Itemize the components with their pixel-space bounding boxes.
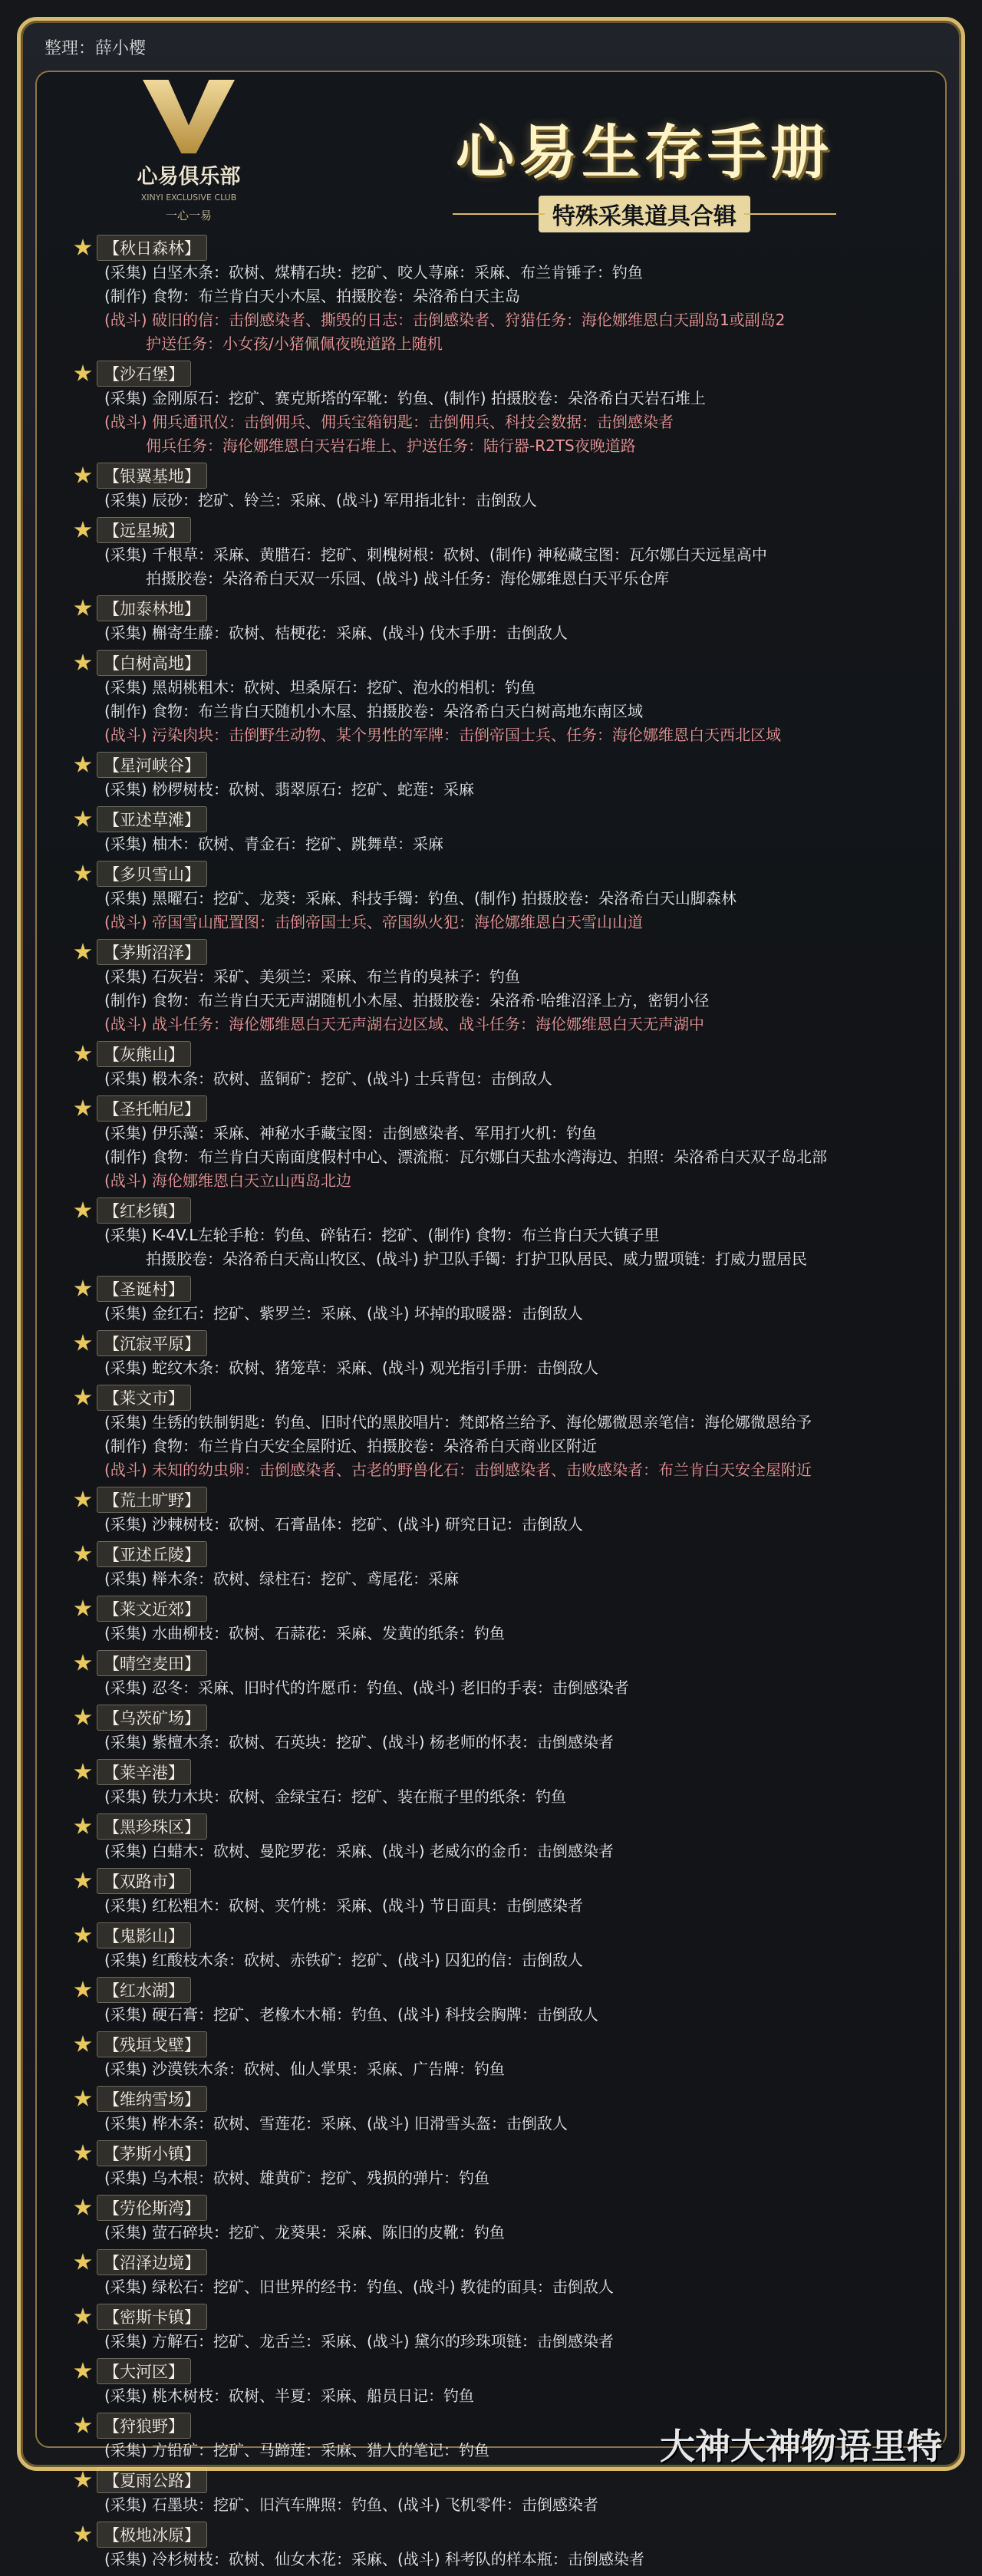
item-line: (采集) 沙漠铁木条：砍树、仙人掌果：采麻、广告牌：钓鱼 xyxy=(104,2060,505,2078)
item-line: (采集) 石墨块：挖矿、旧汽车牌照：钓鱼、(战斗) 飞机零件：击倒感染者 xyxy=(104,2495,598,2514)
item-line: (采集) 桦木条：砍树、雪莲花：采麻、(战斗) 旧滑雪头盔：击倒敌人 xyxy=(104,2114,568,2133)
location-header xyxy=(74,1705,933,1731)
star-icon xyxy=(74,1981,92,1999)
location-entry xyxy=(74,1813,933,1863)
location-name: 【夏雨公路】 xyxy=(97,2467,207,2493)
star-icon xyxy=(74,1817,92,1836)
page-title: 心易生存手册 xyxy=(456,118,833,186)
location-entry xyxy=(74,752,933,802)
star-icon xyxy=(74,1654,92,1672)
location-name: 【圣诞村】 xyxy=(97,1276,191,1302)
location-name: 【圣托帕尼】 xyxy=(97,1095,207,1122)
location-header xyxy=(74,235,933,261)
star-icon xyxy=(74,1280,92,1298)
item-line: (制作) 食物：布兰肯白天南面度假村中心、漂流瓶：瓦尔娜白天盐水湾海边、拍照：朵洛希白天双子岛北部 xyxy=(104,1148,827,1166)
item-line: (采集) 紫檀木条：砍树、石英块：挖矿、(战斗) 杨老师的怀表：击倒感染者 xyxy=(104,1733,614,1751)
location-header xyxy=(74,2140,933,2166)
location-header xyxy=(74,1596,933,1622)
star-icon xyxy=(74,2416,92,2435)
item-line: (采集) 榉木条：砍树、绿柱石：挖矿、鸢尾花：采麻 xyxy=(104,1570,459,1588)
location-name: 【大河区】 xyxy=(97,2358,191,2384)
location-entry xyxy=(74,1759,933,1809)
location-name: 【茅斯小镇】 xyxy=(97,2140,207,2166)
location-entry xyxy=(74,1977,933,2027)
item-line: (制作) 食物：布兰肯白天小木屋、拍摄胶卷：朵洛希白天主岛 xyxy=(104,287,520,305)
location-name: 【莱辛港】 xyxy=(97,1759,191,1785)
star-icon xyxy=(74,2090,92,2108)
location-name: 【残垣戈壁】 xyxy=(97,2031,207,2057)
item-line: (采集) 沙棘树枝：砍树、石膏晶体：挖矿、(战斗) 研究日记：击倒敌人 xyxy=(104,1515,583,1533)
item-line: (采集) 红酸枝木条：砍树、赤铁矿：挖矿、(战斗) 囚犯的信：击倒敌人 xyxy=(104,1951,583,1969)
location-name: 【乌茨矿场】 xyxy=(97,1705,207,1731)
location-header xyxy=(74,1197,933,1224)
item-line: (采集) 冷杉树枝：砍树、仙女木花：采麻、(战斗) 科考队的样本瓶：击倒感染者 xyxy=(104,2550,644,2568)
location-header xyxy=(74,752,933,778)
location-name: 【维纳雪场】 xyxy=(97,2086,207,2112)
location-header xyxy=(74,939,933,965)
location-header xyxy=(74,1868,933,1894)
item-line: (采集) K-4V.L左轮手枪：钓鱼、碎钻石：挖矿、(制作) 食物：布兰肯白天大镇子里 xyxy=(104,1226,660,1244)
location-name: 【莱文市】 xyxy=(97,1385,191,1411)
item-line: (采集) 黑胡桃粗木：砍树、坦桑原石：挖矿、泡水的相机：钓鱼 xyxy=(104,678,535,697)
location-name: 【莱文近郊】 xyxy=(97,1596,207,1622)
location-header xyxy=(74,2522,933,2548)
location-name: 【灰熊山】 xyxy=(97,1041,191,1067)
location-entry xyxy=(74,2031,933,2081)
location-header xyxy=(74,2467,933,2493)
star-icon xyxy=(74,2199,92,2217)
star-icon xyxy=(74,1201,92,1220)
star-icon xyxy=(74,364,92,383)
location-entry xyxy=(74,1041,933,1091)
item-line: (采集) 金刚原石：挖矿、赛克斯塔的军靴：钓鱼、(制作) 拍摄胶卷：朵洛希白天岩石堆上 xyxy=(104,389,706,407)
star-icon xyxy=(74,1045,92,1063)
location-header xyxy=(74,1541,933,1567)
star-icon xyxy=(74,1388,92,1407)
item-line: 拍摄胶卷：朵洛希白天高山牧区、(战斗) 护卫队手镯：打护卫队居民、威力盟项链：打威力盟居民 xyxy=(146,1250,807,1268)
location-name: 【红水湖】 xyxy=(97,1977,191,2003)
location-header xyxy=(74,2031,933,2057)
location-header xyxy=(74,1922,933,1948)
location-name: 【亚述草滩】 xyxy=(97,806,207,832)
item-line: (采集) 金红石：挖矿、紫罗兰：采麻、(战斗) 坏掉的取暖器：击倒敌人 xyxy=(104,1304,583,1323)
location-entry xyxy=(74,650,933,747)
combat-item-line: 佣兵任务：海伦娜维恩白天岩石堆上、护送任务：陆行器-R2TS夜晚道路 xyxy=(146,436,636,455)
location-header xyxy=(74,2249,933,2275)
star-icon xyxy=(74,1599,92,1618)
star-icon xyxy=(74,2362,92,2380)
location-name: 【劳伦斯湾】 xyxy=(97,2195,207,2221)
location-header xyxy=(74,361,933,387)
location-name: 【密斯卡镇】 xyxy=(97,2304,207,2330)
location-header xyxy=(74,861,933,887)
location-entry xyxy=(74,2304,933,2354)
location-entry xyxy=(74,2249,933,2299)
location-list xyxy=(74,235,933,2576)
item-line: (采集) 萤石碎块：挖矿、龙葵果：采麻、陈旧的皮靴：钓鱼 xyxy=(104,2223,505,2242)
location-name: 【多贝雪山】 xyxy=(97,861,207,887)
combat-item-line: 护送任务：小女孩/小猪佩佩夜晚道路上随机 xyxy=(146,334,443,353)
location-name: 【鬼影山】 xyxy=(97,1922,191,1948)
v-logo-icon xyxy=(143,80,235,153)
item-line: (采集) 红松粗木：砍树、夹竹桃：采麻、(战斗) 节日面具：击倒感染者 xyxy=(104,1896,583,1915)
location-entry xyxy=(74,361,933,458)
star-icon xyxy=(74,654,92,672)
location-name: 【红杉镇】 xyxy=(97,1197,191,1224)
item-line: (采集) 方铅矿：挖矿、马蹄莲：采麻、猎人的笔记：钓鱼 xyxy=(104,2441,489,2459)
location-entry xyxy=(74,1276,933,1326)
item-line: (采集) 椴木条：砍树、蓝铜矿：挖矿、(战斗) 士兵背包：击倒敌人 xyxy=(104,1069,552,1088)
location-name: 【白树高地】 xyxy=(97,650,207,676)
star-icon xyxy=(74,239,92,257)
location-name: 【秋日森林】 xyxy=(97,235,207,261)
location-entry xyxy=(74,235,933,356)
club-logo xyxy=(129,80,249,223)
location-entry xyxy=(74,1705,933,1754)
star-icon xyxy=(74,1099,92,1118)
item-line: (制作) 食物：布兰肯白天随机小木屋、拍摄胶卷：朵洛希白天白树高地东南区域 xyxy=(104,702,643,720)
item-line: (采集) 绿松石：挖矿、旧世界的经书：钓鱼、(战斗) 教徒的面具：击倒敌人 xyxy=(104,2278,614,2296)
combat-item-line: (战斗) 帝国雪山配置图：击倒帝国士兵、帝国纵火犯：海伦娜维恩白天雪山山道 xyxy=(104,913,643,931)
combat-item-line: (战斗) 佣兵通讯仪：击倒佣兵、佣兵宝箱钥匙：击倒佣兵、科技会数据：击倒感染者 xyxy=(104,413,674,431)
location-name: 【银翼基地】 xyxy=(97,463,207,489)
item-line: (采集) 辰砂：挖矿、铃兰：采麻、(战斗) 军用指北针：击倒敌人 xyxy=(104,491,537,509)
item-line: (采集) 白蜡木：砍树、曼陀罗花：采麻、(战斗) 老威尔的金币：击倒感染者 xyxy=(104,1842,614,1860)
item-line: (采集) 桫椤树枝：砍树、翡翠原石：挖矿、蛇莲：采麻 xyxy=(104,780,474,799)
item-line: (采集) 桃木树枝：砍树、半夏：采麻、船员日记：钓鱼 xyxy=(104,2387,474,2405)
item-line: (制作) 食物：布兰肯白天无声湖随机小木屋、拍摄胶卷：朵洛希·哈维沼泽上方，密钥小径 xyxy=(104,991,710,1010)
location-name: 【双路市】 xyxy=(97,1868,191,1894)
logo-name: 心易俱乐部 xyxy=(137,165,241,189)
location-header xyxy=(74,2195,933,2221)
location-header xyxy=(74,1276,933,1302)
location-name: 【晴空麦田】 xyxy=(97,1650,207,1676)
location-header xyxy=(74,1650,933,1676)
star-icon xyxy=(74,599,92,618)
location-name: 【星河峡谷】 xyxy=(97,752,207,778)
item-line: (采集) 石灰岩：采矿、美须兰：采麻、布兰肯的臭袜子：钓鱼 xyxy=(104,967,520,986)
item-line: (采集) 槲寄生藤：砍树、桔梗花：采麻、(战斗) 伐木手册：击倒敌人 xyxy=(104,624,568,642)
location-name: 【亚述丘陵】 xyxy=(97,1541,207,1567)
item-line: (采集) 伊乐藻：采麻、神秘水手藏宝图：击倒感染者、军用打火机：钓鱼 xyxy=(104,1124,597,1142)
combat-item-line: (战斗) 破旧的信：击倒感染者、撕毁的日志：击倒感染者、狩猎任务：海伦娜维恩白天副岛1或副岛2 xyxy=(104,311,786,329)
location-entry xyxy=(74,2358,933,2408)
star-icon xyxy=(74,1334,92,1352)
location-header xyxy=(74,1977,933,2003)
location-entry xyxy=(74,2467,933,2517)
star-icon xyxy=(74,756,92,774)
location-header xyxy=(74,1813,933,1840)
star-icon xyxy=(74,2035,92,2054)
location-name: 【远星城】 xyxy=(97,517,191,543)
location-header xyxy=(74,517,933,543)
item-line: (采集) 乌木根：砍树、雄黄矿：挖矿、残损的弹片：钓鱼 xyxy=(104,2169,489,2187)
location-header xyxy=(74,2304,933,2330)
star-icon xyxy=(74,466,92,485)
item-line: (采集) 千根草：采麻、黄腊石：挖矿、刺槐树根：砍树、(制作) 神秘藏宝图：瓦尔娜白天远星高中 xyxy=(104,545,767,564)
location-entry xyxy=(74,517,933,591)
combat-item-line: (战斗) 战斗任务：海伦娜维恩白天无声湖右边区域、战斗任务：海伦娜维恩白天无声湖中 xyxy=(104,1015,704,1033)
star-icon xyxy=(74,1491,92,1509)
star-icon xyxy=(74,810,92,828)
location-entry xyxy=(74,1487,933,1537)
item-line: (采集) 方解石：挖矿、龙舌兰：采麻、(战斗) 黛尔的珍珠项链：击倒感染者 xyxy=(104,2332,614,2350)
star-icon xyxy=(74,2525,92,2544)
location-entry xyxy=(74,939,933,1036)
location-entry xyxy=(74,1541,933,1591)
location-entry xyxy=(74,806,933,856)
star-icon xyxy=(74,865,92,883)
location-entry xyxy=(74,861,933,934)
logo-foot: 一心一易 xyxy=(165,209,212,222)
location-entry xyxy=(74,595,933,645)
location-header xyxy=(74,650,933,676)
logo-sub: XINYI EXCLUSIVE CLUB xyxy=(140,193,237,203)
combat-item-line: (战斗) 海伦娜维恩白天立山西岛北边 xyxy=(104,1171,351,1190)
star-icon xyxy=(74,2253,92,2271)
location-entry xyxy=(74,463,933,512)
location-name: 【沼泽边境】 xyxy=(97,2249,207,2275)
location-header xyxy=(74,1385,933,1411)
item-line: (采集) 硬石膏：挖矿、老橡木木桶：钓鱼、(战斗) 科技会胸牌：击倒敌人 xyxy=(104,2005,598,2024)
item-line: 拍摄胶卷：朵洛希白天双一乐园、(战斗) 战斗任务：海伦娜维恩白天平乐仓库 xyxy=(146,569,669,588)
star-icon xyxy=(74,2471,92,2489)
location-entry xyxy=(74,1922,933,1972)
location-entry xyxy=(74,1095,933,1193)
location-header xyxy=(74,595,933,621)
location-entry xyxy=(74,1650,933,1700)
location-name: 【加泰林地】 xyxy=(97,595,207,621)
item-line: (采集) 忍冬：采麻、旧时代的许愿币：钓鱼、(战斗) 老旧的手表：击倒感染者 xyxy=(104,1678,629,1697)
location-header xyxy=(74,1041,933,1067)
location-name: 【沙石堡】 xyxy=(97,361,191,387)
star-icon xyxy=(74,1926,92,1945)
location-entry xyxy=(74,2522,933,2571)
location-name: 【沉寂平原】 xyxy=(97,1330,207,1356)
location-header xyxy=(74,2358,933,2384)
location-name: 【极地冰原】 xyxy=(97,2522,207,2548)
location-header xyxy=(74,463,933,489)
location-name: 【狩狼野】 xyxy=(97,2413,191,2439)
star-icon xyxy=(74,2144,92,2163)
item-line: (采集) 水曲柳枝：砍树、石蒜花：采麻、发黄的纸条：钓鱼 xyxy=(104,1624,505,1642)
location-header xyxy=(74,1487,933,1513)
item-line: (制作) 食物：布兰肯白天安全屋附近、拍摄胶卷：朵洛希白天商业区附近 xyxy=(104,1437,597,1455)
location-name: 【荒土旷野】 xyxy=(97,1487,207,1513)
item-line: (采集) 黑曜石：挖矿、龙葵：采麻、科技手镯：钓鱼、(制作) 拍摄胶卷：朵洛希白天山脚森林 xyxy=(104,889,736,908)
location-header xyxy=(74,806,933,832)
star-icon xyxy=(74,1545,92,1563)
combat-item-line: (战斗) 未知的幼虫卵：击倒感染者、古老的野兽化石：击倒感染者、击败感染者：布兰肯白天安全屋附近 xyxy=(104,1461,812,1479)
title-block xyxy=(414,106,875,229)
item-line: (采集) 白坚木条：砍树、煤精石块：挖矿、咬人荨麻：采麻、布兰肯锤子：钓鱼 xyxy=(104,263,643,282)
star-icon xyxy=(74,1708,92,1727)
star-icon xyxy=(74,943,92,961)
credit-text: 整理：薛小樱 xyxy=(44,39,147,58)
location-entry xyxy=(74,1197,933,1271)
location-header xyxy=(74,1330,933,1356)
location-entry xyxy=(74,2195,933,2245)
item-line: (采集) 柚木：砍树、青金石：挖矿、跳舞草：采麻 xyxy=(104,835,443,853)
star-icon xyxy=(74,1763,92,1781)
subtitle-bar xyxy=(445,199,844,229)
location-name: 【黑珍珠区】 xyxy=(97,1813,207,1840)
location-entry xyxy=(74,1868,933,1918)
location-header xyxy=(74,1095,933,1122)
star-icon xyxy=(74,2308,92,2326)
location-entry xyxy=(74,1596,933,1645)
item-line: (采集) 生锈的铁制钥匙：钓鱼、旧时代的黑胶唱片：梵郎格兰给予、海伦娜微恩亲笔信：海伦娜微恩给予 xyxy=(104,1413,812,1431)
item-line: (采集) 铁力木块：砍树、金绿宝石：挖矿、装在瓶子里的纸条：钓鱼 xyxy=(104,1787,566,1806)
location-entry xyxy=(74,2140,933,2190)
star-icon xyxy=(74,521,92,539)
location-entry xyxy=(74,1330,933,1380)
page-subtitle: 特殊采集道具合辑 xyxy=(539,196,750,232)
location-entry xyxy=(74,1385,933,1482)
star-icon xyxy=(74,1872,92,1890)
location-header xyxy=(74,2086,933,2112)
watermark: 大神大神物语里特 xyxy=(660,2426,942,2467)
combat-item-line: (战斗) 污染肉块：击倒野生动物、某个男性的军牌：击倒帝国士兵、任务：海伦娜维恩白天西北区域 xyxy=(104,726,781,744)
location-header xyxy=(74,1759,933,1785)
location-name: 【茅斯沼泽】 xyxy=(97,939,207,965)
item-line: (采集) 蛇纹木条：砍树、猪笼草：采麻、(战斗) 观光指引手册：击倒敌人 xyxy=(104,1359,598,1377)
location-entry xyxy=(74,2086,933,2136)
